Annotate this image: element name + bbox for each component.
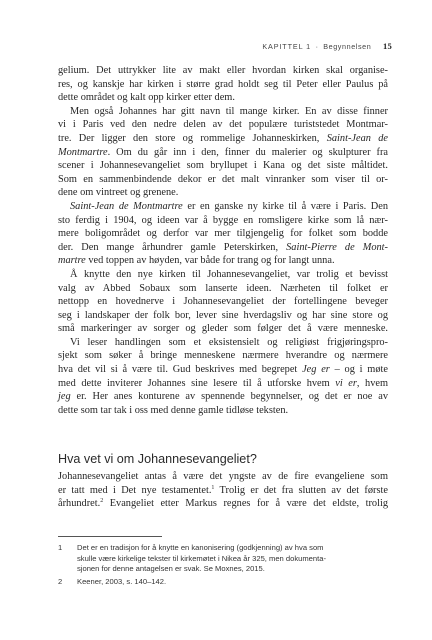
footnote-line: Keener, 2003, s. 140–142.: [77, 576, 167, 586]
text-line: dette området og kalt opp kirker etter dem.: [58, 92, 235, 104]
footnote-rule: [58, 536, 162, 537]
text-line: valg av Abbed Sobaux som lanserte ideen. Nærheten til folket er: [58, 282, 388, 294]
section-heading: Hva vet vi om Johannesevangeliet?: [58, 452, 257, 466]
text-line: sto ferdig i 1904, og ideen var å bygge en romsligere kirke som lå nær-: [58, 214, 388, 226]
text-line: tre. Der ligger den store og rommelige Johanneskirken, Saint-Jean de: [58, 132, 388, 144]
text-line: små markeringer av sorger og gleder som følger det å være menneske.: [58, 323, 388, 335]
text-line: jeg er. Her anes konturene av spennende begynnelser, og det er noe av: [58, 391, 388, 403]
footnote-number: 1: [58, 543, 63, 552]
text-line: scener i Johannesevangeliet som bryllupet i Kana og det siste måltidet.: [58, 160, 388, 172]
text-line: Saint-Jean de Montmartre er en ganske ny kirke til å være i Paris. Den: [70, 200, 389, 212]
page-number: 15: [383, 41, 392, 51]
running-header: [262, 41, 392, 51]
text-line: Vi leser handlingen som et eksistensielt og religiøst frigjøringspro-: [70, 336, 388, 348]
text-line: dette som tar tak i oss med denne gamle tidløse teksten.: [58, 404, 289, 416]
text-line: Å knytte den nye kirken til Johannesevangeliet, var trolig et bevisst: [70, 268, 388, 280]
footnote-line: Det er en tradisjon for å knytte en kanonisering (godkjenning) av hva som: [77, 543, 324, 552]
text-line: vi i Paris ved den nedre delen av det populære turiststedet Montmar-: [58, 119, 388, 131]
text-line: dene om vintreet og grenene.: [58, 187, 179, 199]
footnote-line: skulle være kirkelige tekster til kirkemøtet i Nikea år 325, men dokumenta-: [77, 553, 326, 563]
text-line: seg i landskaper der folk bor, lever sine hverdagsliv og har sine store og: [58, 309, 388, 321]
text-line: er tatt med i Det nye testamentet.$^1$ Trolig er det fra slutten av det første: [58, 484, 388, 496]
footnote-text: [77, 543, 388, 575]
text-line: hva det vil si å være til. Gud beskrives med begrepet Jeg er – og i møte: [58, 364, 388, 376]
footnote-text: [77, 577, 388, 588]
footnote-number: 2: [58, 576, 63, 586]
chapter-label: KAPITTEL 1: [262, 42, 311, 51]
header-separator: ·: [315, 42, 319, 51]
text-line: Som en sammenbindende dekor er det malt vinranker som viser til or-: [58, 173, 388, 185]
footnotes: [58, 543, 388, 587]
body-text: [58, 64, 388, 417]
text-line: nettopp en hovednerve i Johannesevangeliet der fortellingene beveger: [58, 296, 388, 308]
text-line: århundret.$^2$ Evangeliet etter Markus regnes for å være det eldste, trolig: [58, 498, 388, 510]
text-line: Johannesevangeliet antas å være det yngste av de fire evangeliene som: [58, 471, 388, 482]
section-title: Begynnelsen: [323, 42, 372, 51]
text-line: mere boligområdet og derfor var mer tilgjengelig for folket som bodde: [58, 228, 388, 240]
footnote-line: sjonen for denne antagelsen er svak. Se Moxnes, 2015.: [77, 564, 265, 574]
text-line: res, og kanskje har kirken i større grad holdt seg til Peter eller Paulus på: [58, 78, 388, 90]
footnote: [58, 543, 388, 575]
body-text-continued: [58, 470, 388, 511]
text-line: Men også Johannes har gitt navn til mange kirker. En av disse finner: [70, 105, 388, 117]
text-line: gelium. Det uttrykker lite av makt eller hvordan kirken skal organise-: [58, 65, 388, 76]
text-line: Montmartre. Om du går inn i den, finner du malerier og skulpturer fra: [58, 146, 388, 158]
text-line: martre ved toppen av høyden, var både for trang og for langt unna.: [58, 255, 335, 267]
text-line: med dette inviterer Johannes sine lesere til å utforske hvem vi er, hvem: [58, 377, 389, 389]
text-line: sjekt som søker å bringe menneskene nærmere hverandre og nærmere: [58, 350, 388, 362]
text-line: der. Den mange århundrer gamle Peterskirken, Saint-Pierre de Mont-: [58, 241, 389, 253]
footnote: [58, 577, 388, 588]
